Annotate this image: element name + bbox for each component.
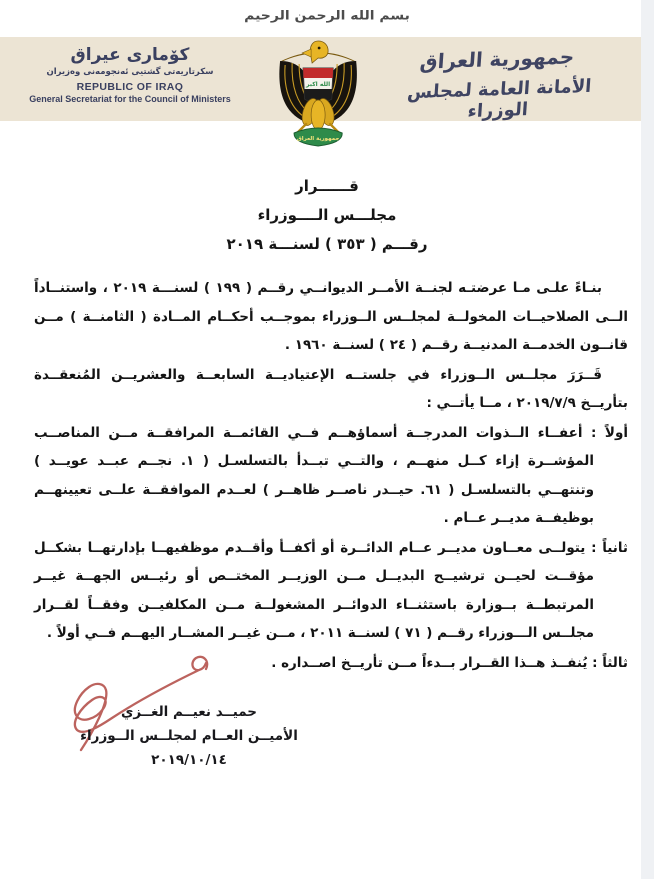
decree-body <box>34 274 628 678</box>
clause-first-text: أعفــاء الــذوات المدرجــة أسماؤهــم فــي القائمــة المرافقــة مــن المناصــب المؤشــرة إزاء كــل منهــم ، والتــي تبــدأ بالتسلسـل ( ١. نجــم عبــد عويــد ) وتنتهــي بالتسلسـل ( ٦١. حيــدر ناصــر ظاهــر ) لعــدم الموافقــة علــى تعيينهــم بوظيفــة مديــر عــام . <box>34 424 594 526</box>
decree-number-line: رقـــم ( ٣٥٣ ) لسنـــة ٢٠١٩ <box>226 235 428 253</box>
kurdish-subtitle: سكرتاريەتى گشتيى ئەنجومەنى وەزيران <box>46 67 214 78</box>
clause-second-text: يتولــى معــاون مديــر عــام الدائــرة أو أكفــأ وأقــدم موظفيهــا بإدارتهــا بشكــل مؤقــت لحيــن ترشيــح البديــل مــن الوزيــر المختــص أو رئيــس الجهــة غيــر المرتبطــة بــوزارة باستثنــاء الدوائــر المشغولــة مــن المكلفيــن وفقــاً لقــرار مجلــس الـــوزراء رقــم ( ٧١ ) لسنــة ٢٠١١ ، مــن غيــر المشــار اليهــم فــي أولاً . <box>34 539 594 641</box>
preamble-paragraph: بنـاءً علـى مـا عرضتـه لجنــة الأمــر الديوانــي رقــم ( ١٩٩ ) لسنـــة ٢٠١٩ ، واستنــاداً الــى الصلاحيــات المخولــة لمجلــس الــوزراء بموجــب أحكــام المــادة ( الثامنــة ) مــن قانــون الخدمــة المدنيــة رقــم ( ٢٤ ) لسنــة ١٩٦٠ . <box>34 280 628 353</box>
iraq-coat-of-arms-icon <box>270 40 366 148</box>
clause-first-label: أولاً : <box>591 424 628 441</box>
clause-second <box>34 534 628 648</box>
general-secretariat-calligraphy: الأمانة العامة لمجلس الوزراء <box>406 75 593 123</box>
clause-third-label: ثالثاً : <box>592 654 628 671</box>
letterhead-right-block <box>392 43 604 124</box>
signature-block <box>58 700 320 772</box>
council-of-ministers-line: مجلـــس الــــوزراء <box>257 206 397 224</box>
decree-title-block <box>0 172 654 259</box>
english-title: REPUBLIC OF IRAQ <box>76 80 184 93</box>
republic-of-iraq-calligraphy: جمهورية العراق <box>419 44 576 74</box>
signatory-name: حميــد نعيــم الغــزي <box>120 704 258 720</box>
letterhead-left-block <box>14 45 246 105</box>
emblem-scroll-text: جمهورية العراق <box>296 136 339 142</box>
clause-second-label: ثانياً : <box>591 539 628 556</box>
clause-third-text: يُنفــذ هــذا القــرار بــدءاً مــن تأريــخ اصــداره . <box>271 654 588 671</box>
decree-word: قــــــرار <box>295 177 359 195</box>
clause-first <box>34 419 628 533</box>
letterhead-band <box>0 37 641 142</box>
signature-date: ٢٠١٩/١٠/١٤ <box>151 752 227 768</box>
kurdish-title: كۆمارى عيراق <box>70 45 190 65</box>
english-subtitle: General Secretariat for the Council of Ministers <box>29 94 231 104</box>
signatory-title: الأميــن العــام لمجلــس الــوزراء <box>80 728 298 744</box>
svg-text:الله اكبر: الله اكبر <box>305 81 330 88</box>
basmala-calligraphy: بسم الله الرحمن الرحيم <box>244 8 410 24</box>
resolution-paragraph: قَــرَرَ مجلــس الــوزراء في جلستــه الإعتياديــة السابعــة والعشريــن المُنعقــدة بتأريــخ ٢٠١٩/٧/٩ ، مــا يأتــي : <box>34 366 628 411</box>
scan-edge-strip <box>641 0 654 879</box>
